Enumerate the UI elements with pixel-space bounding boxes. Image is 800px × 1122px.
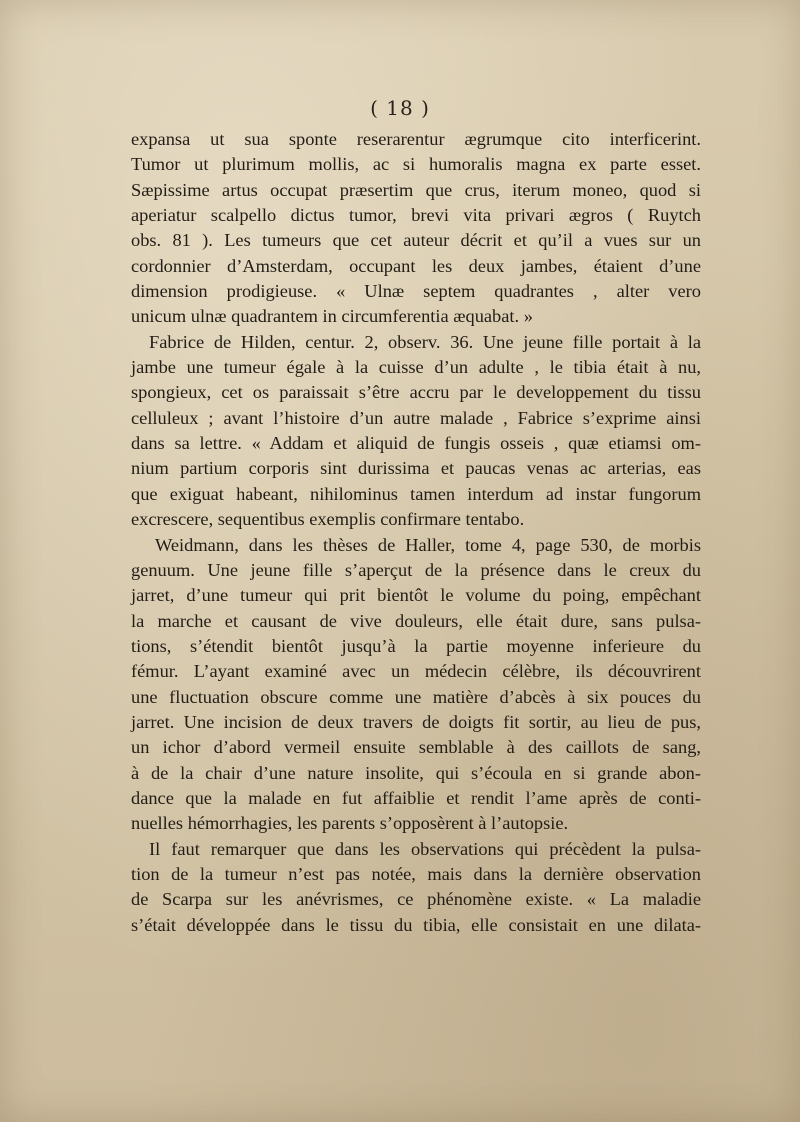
text-line: tions, s’étendit bientôt jusqu’à la partie moyenne inferieure du [131, 635, 701, 656]
text-line: fémur. L’ayant examiné avec un médecin célèbre, ils découvrirent [131, 661, 701, 682]
text-line: aperiatur scalpello dictus tumor, brevi vita privari ægros ( Ruytch [131, 205, 701, 226]
text-line: un ichor d’abord vermeil ensuite semblable à des caillots de sang, [131, 737, 701, 758]
text-line: jambe une tumeur égale à la cuisse d’un adulte , le tibia était à nu, [131, 357, 701, 378]
text-line: nuelles hémorrhagies, les parents s’opposèrent à l’autopsie. [131, 813, 569, 834]
text-line: Sæpissime artus occupat præsertim que crus, iterum moneo, quod si [131, 179, 701, 200]
text-line: Weidmann, dans les thèses de Haller, tome 4, page 530, de morbis [155, 534, 701, 555]
text-line: excrescere, sequentibus exemplis confirmare tentabo. [131, 509, 525, 530]
text-line: spongieux, cet os paraissait s’être accru par le developpement du tissu [131, 382, 701, 403]
text-line: que exiguat habeant, nihilominus tamen interdum ad instar fungorum [131, 483, 701, 504]
text-line: tion de la tumeur n’est pas notée, mais dans la dernière observation [131, 863, 701, 884]
page-text [131, 127, 701, 938]
text-line: Fabrice de Hilden, centur. 2, observ. 36. Une jeune fille portait à la [149, 331, 701, 352]
text-line: la marche et causant de vive douleurs, elle était dure, sans pulsa- [131, 610, 701, 631]
text-line: s’était développée dans le tissu du tibia, elle consistait en une dilata- [131, 914, 701, 935]
text-line: Tumor ut plurimum mollis, ac si humoralis magna ex parte esset. [131, 154, 701, 175]
text-line: Il faut remarquer que dans les observations qui précèdent la pulsa- [149, 838, 701, 859]
text-line: jarret. Une incision de deux travers de doigts fit sortir, au lieu de pus, [131, 711, 701, 732]
text-line: cordonnier d’Amsterdam, occupant les deux jambes, étaient d’une [131, 255, 701, 276]
text-line: genuum. Une jeune fille s’aperçut de la présence dans le creux du [131, 559, 701, 580]
text-line: jarret, d’une tumeur qui prit bientôt le volume du poing, empêchant [131, 585, 701, 606]
text-line: obs. 81 ). Les tumeurs que cet auteur décrit et qu’il a vues sur un [131, 230, 701, 251]
text-line: une fluctuation obscure comme une matière d’abcès à six pouces du [131, 686, 701, 707]
text-line: de Scarpa sur les anévrismes, ce phénomène existe. « La maladie [131, 889, 701, 910]
text-line: unicum ulnæ quadrantem in circumferentia æquabat. » [131, 306, 533, 327]
text-line: expansa ut sua sponte reserarentur ægrumque cito interficerint. [131, 129, 701, 149]
page-number: ( 18 ) [370, 96, 430, 120]
text-line: dimension prodigieuse. « Ulnæ septem quadrantes , alter vero [131, 281, 701, 302]
text-line: dans sa lettre. « Addam et aliquid de fungis osseis , quæ etiamsi om- [131, 433, 701, 454]
text-line: dance que la malade en fut affaiblie et rendit l’ame après de conti- [131, 787, 701, 808]
text-line: à de la chair d’une nature insolite, qui s’écoula en si grande abon- [131, 762, 701, 783]
text-line: nium partium corporis sint durissima et paucas venas ac arterias, eas [131, 458, 701, 479]
text-line: celluleux ; avant l’histoire d’un autre malade , Fabrice s’exprime ainsi [131, 407, 701, 428]
